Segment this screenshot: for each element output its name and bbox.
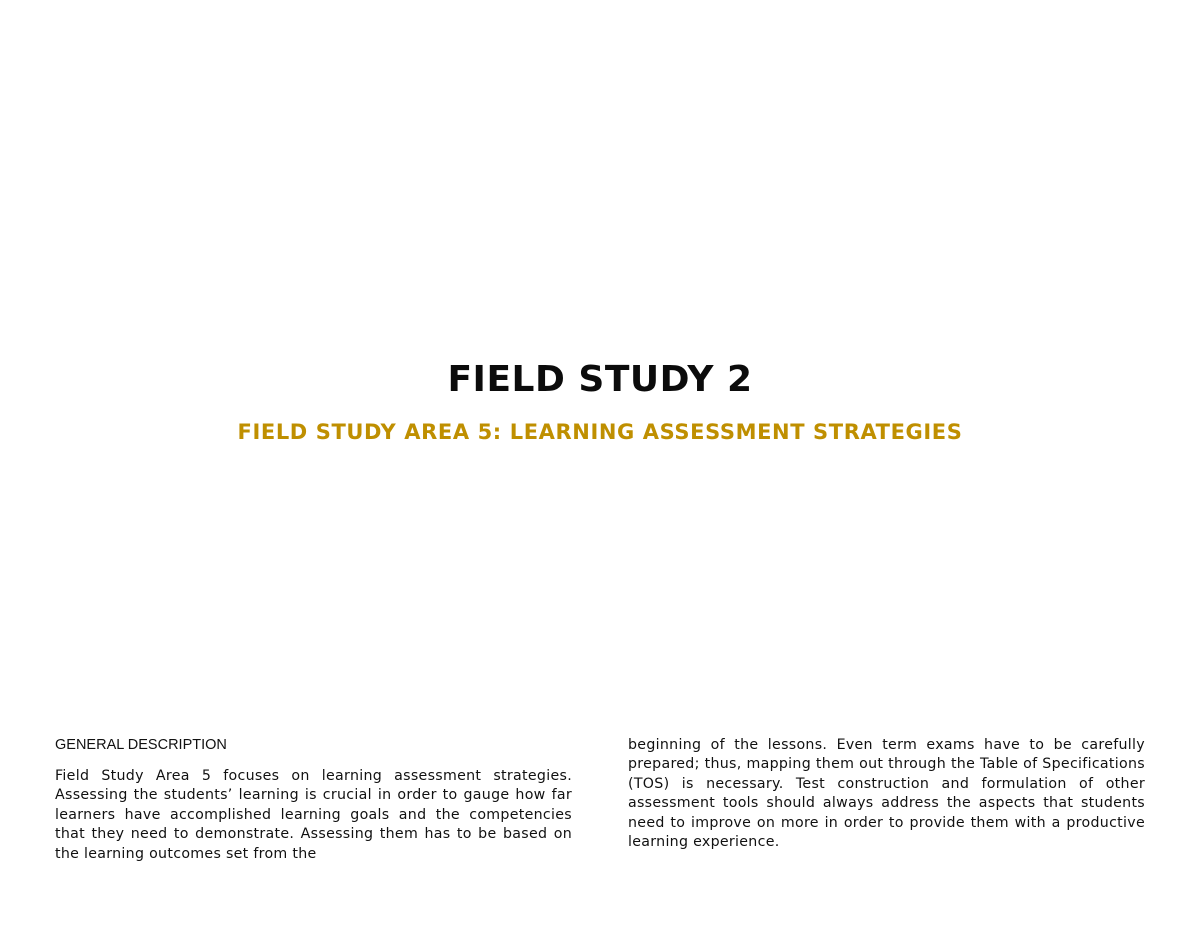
right-column [628, 736, 1145, 864]
page-subtitle: FIELD STUDY AREA 5: LEARNING ASSESSMENT STRATEGIES [237, 420, 963, 444]
title-block [0, 358, 1200, 446]
page-title: FIELD STUDY 2 [447, 359, 753, 400]
description-paragraph-part-1: Field Study Area 5 focuses on learning assessment strategies. Assessing the students’ learning is crucial in order to gauge how far learners have accomplished learning goals and the competencies that they need to demonstrate. Assessing them has to be based on the learning outcomes set from the [55, 768, 572, 862]
general-description-section [55, 736, 1145, 864]
section-heading: GENERAL DESCRIPTION [55, 737, 227, 753]
description-paragraph-part-2: beginning of the lessons. Even term exams have to be carefully prepared; thus, mapping them out through the Table of Specifications (TOS) is necessary. Test construction and formulation of other assessment tools should always address the aspects that students need to improve on more in order to provide them with a productive learning experience. [628, 737, 1145, 851]
left-column [55, 736, 572, 864]
